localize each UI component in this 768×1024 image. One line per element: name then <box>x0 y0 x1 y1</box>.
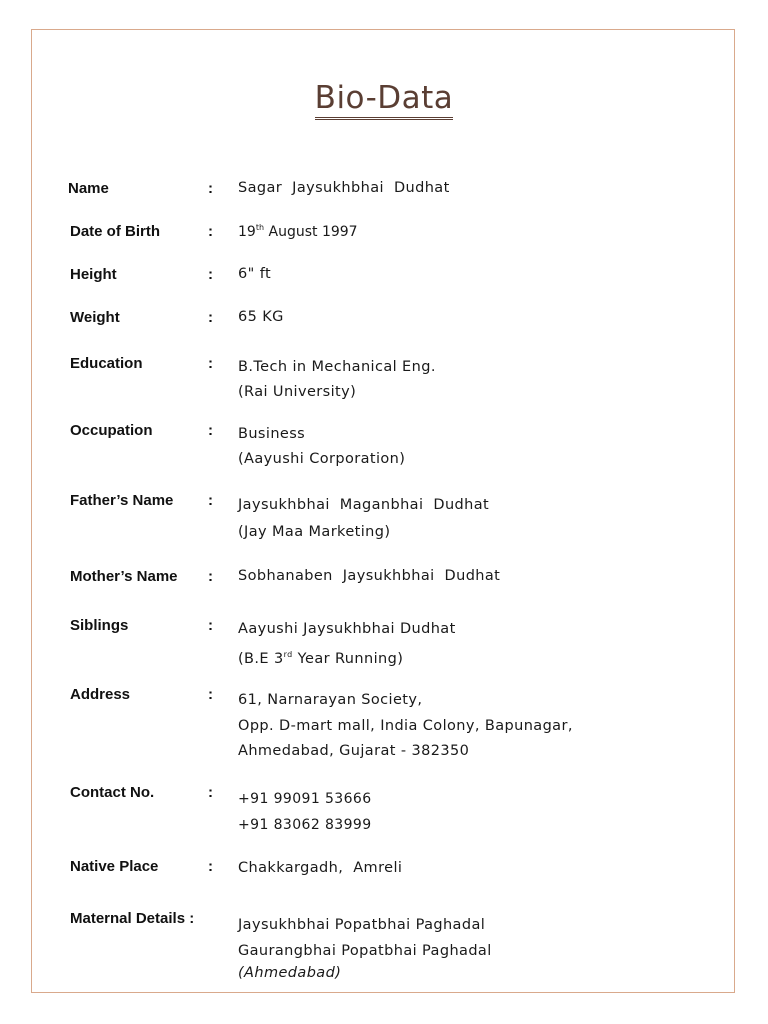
father-line-2: (Jay Maa Marketing) <box>238 524 391 540</box>
label-height: Height <box>70 266 117 283</box>
value-height: 6" ft <box>238 266 272 282</box>
value-mother: Sobhanaben Jaysukhbhai Dudhat <box>238 568 501 584</box>
colon: : <box>208 858 213 875</box>
contact-line-2: +91 83062 83999 <box>238 817 372 833</box>
dob-day: 19 <box>238 224 256 240</box>
colon: : <box>208 686 213 703</box>
colon: : <box>208 309 213 326</box>
address-line-3: Ahmedabad, Gujarat - 382350 <box>238 743 470 759</box>
education-line-1: B.Tech in Mechanical Eng. <box>238 359 436 375</box>
siblings-line-1: Aayushi Jaysukhbhai Dudhat <box>238 621 456 637</box>
value-weight: 65 KG <box>238 309 284 325</box>
contact-line-1: +91 99091 53666 <box>238 791 372 807</box>
label-name: Name <box>68 180 109 197</box>
siblings-line-2-post: Year Running) <box>292 651 404 667</box>
label-occupation: Occupation <box>70 422 153 439</box>
colon: : <box>208 784 213 801</box>
occupation-line-1: Business <box>238 426 306 442</box>
label-education: Education <box>70 355 143 372</box>
value-native: Chakkargadh, Amreli <box>238 860 403 876</box>
siblings-line-2-pre: (B.E 3 <box>238 651 284 667</box>
value-maternal <box>238 912 492 982</box>
label-address: Address <box>70 686 131 703</box>
label-maternal: Maternal Details : <box>70 910 195 927</box>
colon: : <box>208 223 213 240</box>
label-contact: Contact No. <box>70 784 155 801</box>
value-father <box>238 492 489 546</box>
siblings-line-2 <box>238 642 456 672</box>
maternal-line-2: Gaurangbhai Popatbhai Paghadal <box>238 943 492 959</box>
value-name: Sagar Jaysukhbhai Dudhat <box>238 180 450 196</box>
label-mother: Mother’s Name <box>70 568 178 585</box>
colon: : <box>208 568 213 585</box>
document-title-text: Bio-Data <box>315 80 454 120</box>
colon: : <box>208 617 213 634</box>
siblings-line-2-sup: rd <box>283 650 293 659</box>
label-native: Native Place <box>70 858 159 875</box>
maternal-line-3: (Ahmedabad) <box>238 965 342 981</box>
label-father: Father’s Name <box>70 492 174 509</box>
colon: : <box>208 422 213 439</box>
address-line-1: 61, Narnarayan Society, <box>238 692 423 708</box>
dob-rest: August 1997 <box>268 224 358 240</box>
value-occupation <box>238 422 405 472</box>
colon: : <box>208 266 213 283</box>
address-line-2: Opp. D-mart mall, India Colony, Bapunagar, <box>238 717 573 734</box>
maternal-line-1: Jaysukhbhai Popatbhai Paghadal <box>238 917 486 933</box>
education-line-2: (Rai University) <box>238 384 357 400</box>
colon: : <box>208 492 213 509</box>
value-dob <box>238 223 358 240</box>
value-siblings <box>238 617 456 672</box>
value-contact <box>238 786 372 838</box>
document-title <box>0 80 768 120</box>
label-dob: Date of Birth <box>70 223 160 240</box>
value-address <box>238 688 573 765</box>
colon: : <box>208 180 213 197</box>
occupation-line-2: (Aayushi Corporation) <box>238 451 406 467</box>
label-weight: Weight <box>70 309 120 326</box>
value-education <box>238 355 436 405</box>
father-line-1: Jaysukhbhai Maganbhai Dudhat <box>238 497 490 513</box>
colon: : <box>208 355 213 372</box>
dob-suffix: th <box>255 223 265 232</box>
label-siblings: Siblings <box>70 617 129 634</box>
